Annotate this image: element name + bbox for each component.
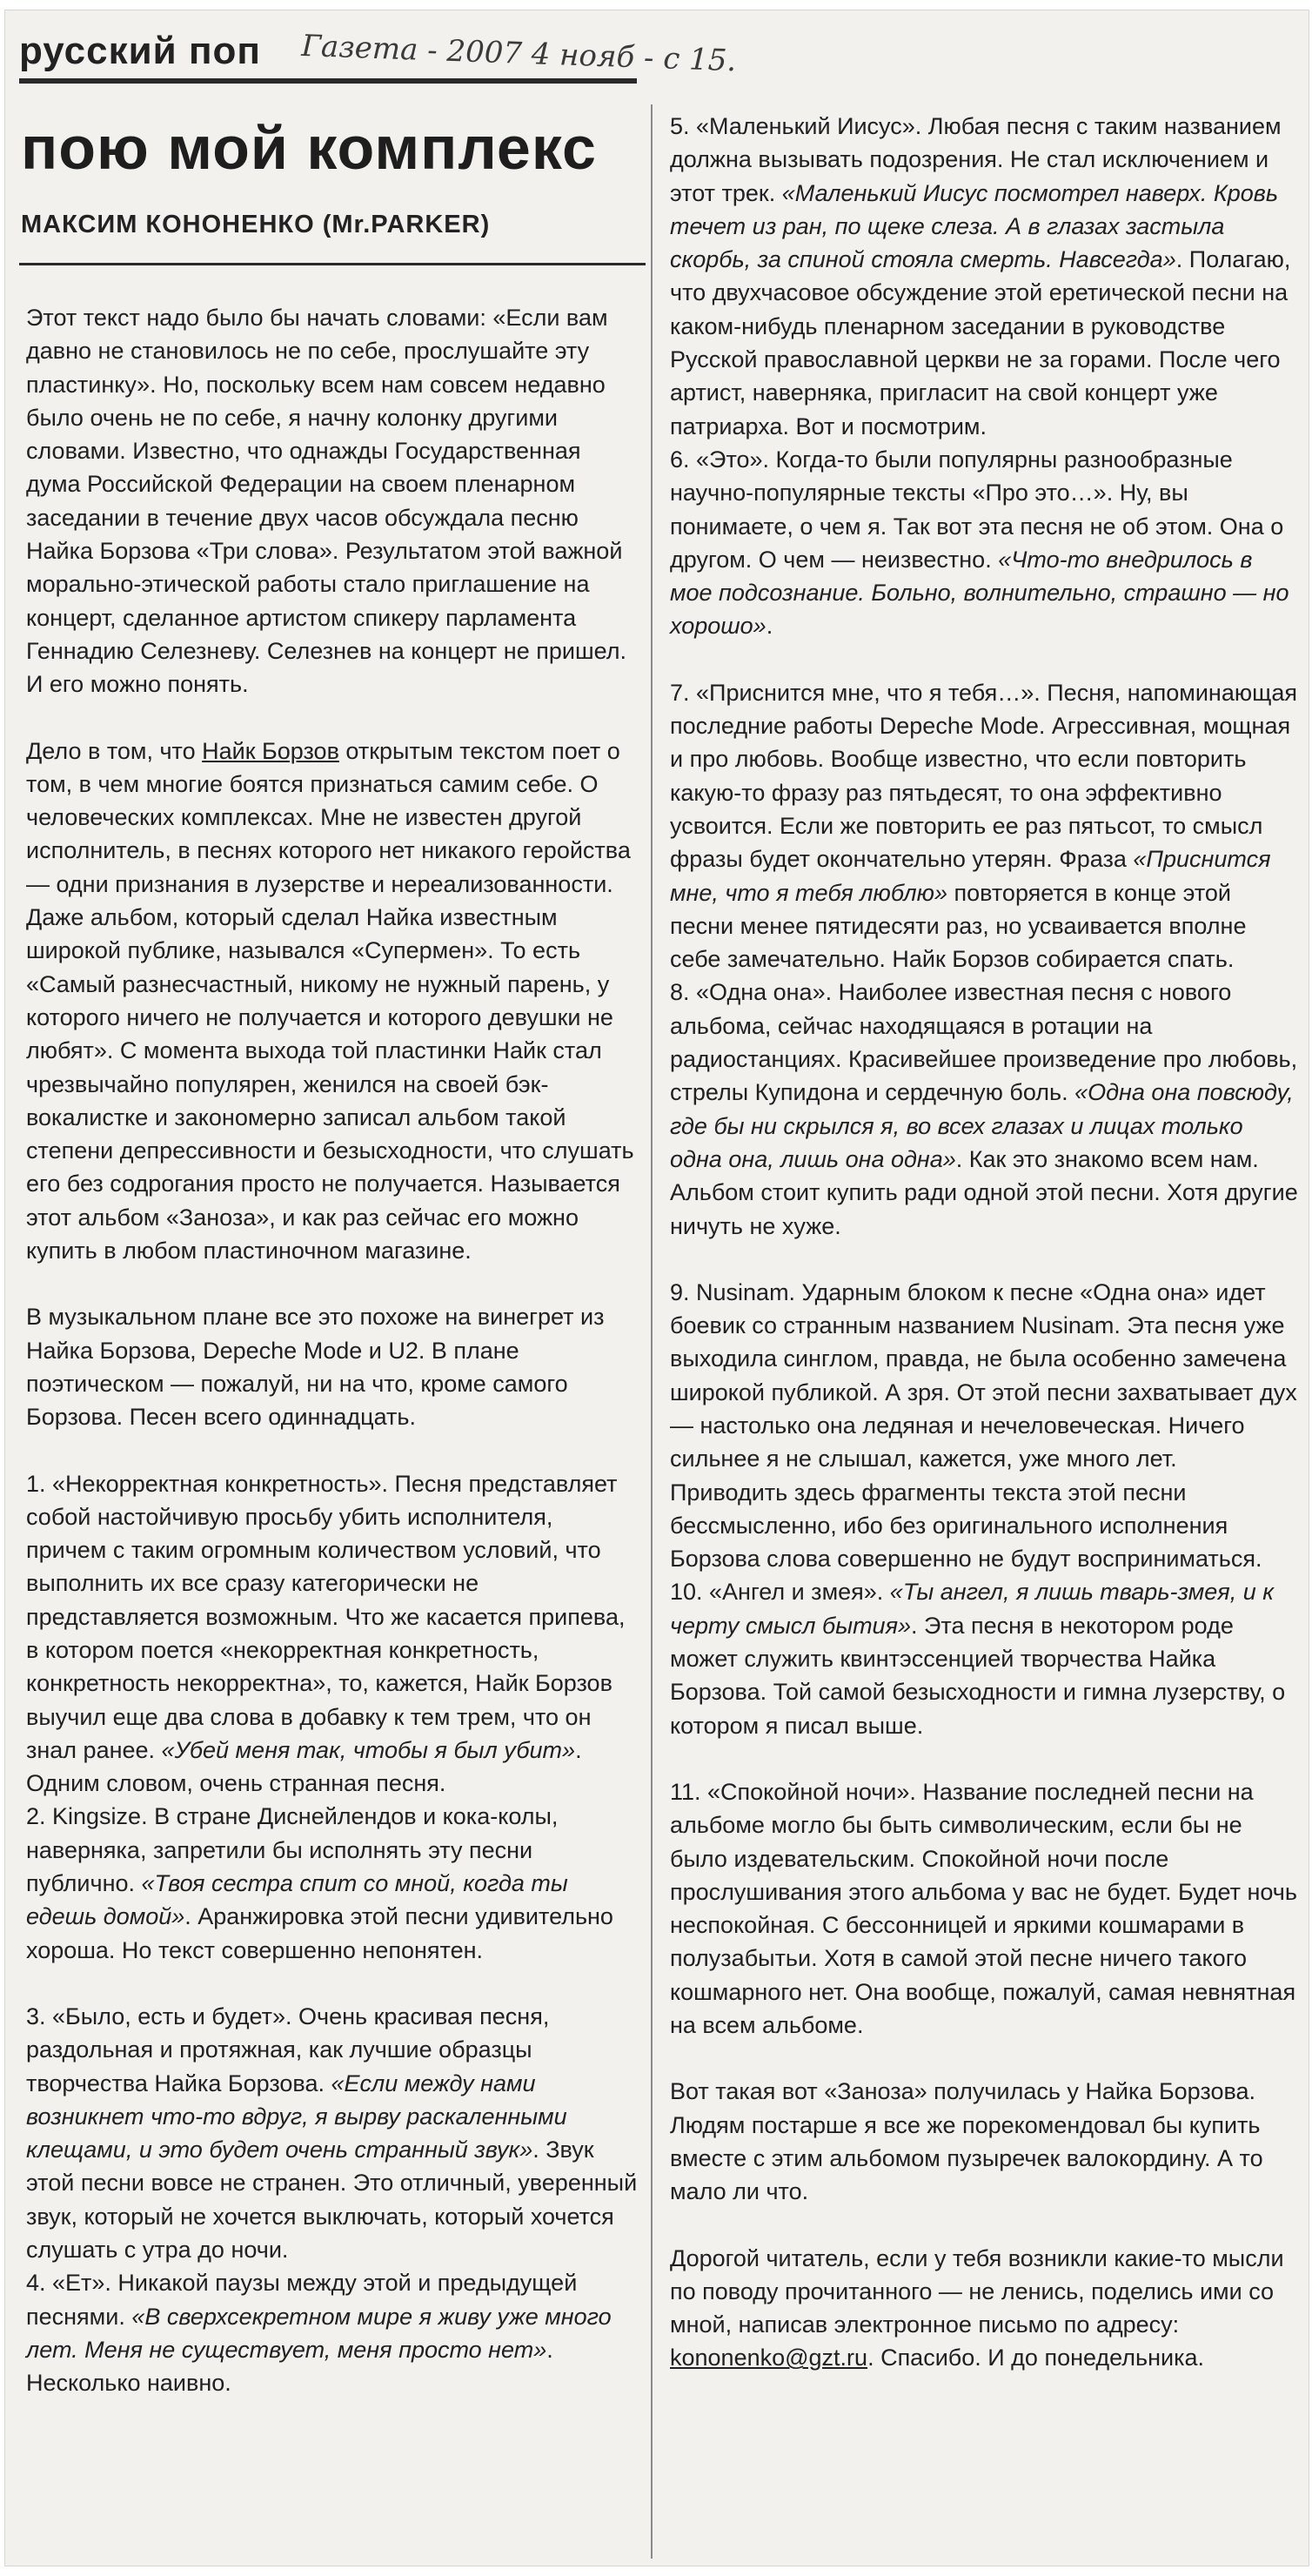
right-column (661, 103, 1303, 2566)
rubric-label: русский поп (19, 30, 261, 72)
text-span: 3. «Было, есть и будет». Очень красивая песня, раздольная и протяжная, как лучшие образцы творчества Найка Борзова. (26, 2002, 550, 2096)
paragraph-music-overview (26, 1300, 639, 1433)
text-span: повторяется в конце этой песни менее пятидесяти раз, но усваивается вполне себе замечательно. Найк Борзов собирается спать. (670, 879, 1247, 973)
left-column (9, 10, 737, 2566)
text-span: 9. Nusinam. Ударным блоком к песне «Одна она» идет боевик со странным названием Nusinam. Эта песня уже выходила синглом, правда, не была особенно замечена широкой публикой. А зря. От этой песни захватывает дух — настолько она ледяная и нечеловеческая. Ничего сильнее я не слышал, кажется, уже много лет. Приводить здесь фрагменты текста этой песни бессмысленно, ибо без оригинального исполнения Борзова слова совершенно не будут восприниматься. (670, 1278, 1297, 1573)
text-span: 6. «Это». Когда-то были популярны разнообразные научно-популярные тексты «Про это…». Ну, вы понимаете, о чем я. Так вот эта песня не об этом. Она о другом. О чем — неизвестно. (670, 446, 1284, 573)
paragraph-songs-1-2 (26, 1467, 639, 1967)
text-span: 1. «Некорректная конкретность». Песня представляет собой настойчивую просьбу убить исполнителя, причем с таким огромным количеством условий, что выполнить их все сразу категорически не представляется возможным. Что же касается припева, в котором поется «некорректная конкретность, конкретность некорректна», то, кажется, Найк Борзов выучил еще два слова в добавку к тем трем, что он знал ранее. (26, 1470, 626, 1763)
paragraph-song-11 (670, 1775, 1300, 2042)
text-span: . Несколько наивно. (26, 2336, 553, 2397)
text-span: 5. «Маленький Иисус». Любая песня с таким названием должна вызывать подозрения. Не стал исключением и этот трек. (670, 113, 1282, 206)
text-span: . Звук этой песни вовсе не странен. Это отличный, уверенный звук, который не хочется выключать, который хочется слушать с утра до ночи. (26, 2137, 638, 2264)
lyric-quote: «Одна она повсюду, где бы ни скрылся я, во всех глазах и лицах только одна она, лишь она одна» (670, 1079, 1294, 1172)
text-span: 7. «Приснится мне, что я тебя…». Песня, напоминающая последние работы Depeche Mode. Агрессивная, мощная и про любовь. Вообще известно, что если повторить какую-то фразу раз пятьдесят, то она эффективно усвоится. Если же повторить ее раз пятьсот, то смысл фразы будет окончательно утерян. Фраза (670, 679, 1297, 873)
lyric-quote: «Маленький Иисус посмотрел наверх. Кровь течет из ран, по щеке слеза. А в глазах застыла скорбь, за спиной стояла смерть. Навсегда» (670, 179, 1279, 273)
paragraph-conclusion (670, 2075, 1300, 2208)
text-span: Дорогой читатель, если у тебя возникли какие-то мысли по поводу прочитанного — не ленись, поделись ими со мной, написав электронное письмо по адресу: (670, 2244, 1284, 2338)
handwritten-note-glyphs (296, 24, 737, 120)
text-span: . Одним словом, очень странная песня. (26, 1736, 582, 1797)
lyric-quote: «Твоя сестра спит со мной, когда ты едешь домой» (26, 1870, 568, 1930)
lyric-quote: «Ты ангел, я лишь тварь-змея, и к черту смысл бытия» (670, 1579, 1274, 1639)
handwritten-note-text: Газета - 2007 4 нояб - с 15. (300, 28, 737, 79)
text-span: открытым текстом поет о том, в чем многие боятся признаться самим себе. О человеческих комплексах. Мне не известен другой исполнитель, в песнях которого нет никакого геройства — одни признания в лузерстве и нереализованности. Даже альбом, который сделал Найка известным широкой публике, назывался «Супермен». То есть «Самый разнесчастный, никому не нужный парень, у которого ничего не получается и которого девушки не любят». С момента выхода той пластинки Найк стал чрезвычайно популярен, женился на своей бэк-вокалистке и закономерно записал альбом такой степени депрессивности и безысходности, что слушать его без содрогания просто не получается. Называется этот альбом «Заноза», и как раз сейчас его можно купить в любом пластиночном магазине. (26, 737, 634, 1265)
text-span: 8. «Одна она». Наиболее известная песня с нового альбома, сейчас находящаяся в ротации на радиостанциях. Красивейшее произведение про любовь, стрелы Купидона и сердечную боль. (670, 979, 1298, 1106)
paragraph-conclusion-text: Вот такая вот «Заноза» получилась у Найка Борзова. Людям постарше я все же порекомендовал бы купить вместе с этим альбомом пузыречек валокордину. А то мало ли что. (670, 2078, 1263, 2205)
artist-name-underlined: Найк Борзов (202, 737, 339, 764)
text-span: . Как это знакомо всем нам. Альбом стоит купить ради одной этой песни. Хотя другие ничуть не хуже. (670, 1145, 1298, 1239)
paragraph-music-overview-text: В музыкальном плане все это похоже на винегрет из Найка Борзова, Depeche Mode и U2. В плане поэтическом — пожалуй, ни на что, кроме самого Борзова. Песен всего одиннадцать. (26, 1304, 605, 1431)
paragraph-songs-9-10 (670, 1276, 1300, 1742)
text-span: . Аранжировка этой песни удивительно хороша. Но текст совершенно непонятен. (26, 1903, 613, 1963)
paragraph-intro (26, 301, 639, 701)
text-span: . (766, 613, 773, 640)
right-column-text (670, 110, 1300, 2408)
text-span: . Полагаю, что двухчасовое обсуждение этой еретической песни на каком-нибудь пленарном заседании в руководстве Русской православной церкви не за горами. После чего артист, наверняка, пригласит на свой концерт уже патриарха. Вот и посмотрим. (670, 246, 1291, 439)
text-span: 10. «Ангел и змея». (670, 1579, 890, 1606)
byline-rule (19, 263, 646, 265)
lyric-quote: «В сверхсекретном мире я живу уже много лет. Меня не существует, меня просто нет» (26, 2303, 612, 2363)
text-span: . Спасибо. И до понедельника. (867, 2345, 1205, 2371)
left-column-text (26, 301, 639, 2433)
paragraph-songs-7-8 (670, 676, 1300, 1243)
lyric-quote: «Убей меня так, чтобы я был убит» (161, 1736, 576, 1763)
paragraph-song-11-text: 11. «Спокойной ночи». Название последней песни на альбоме могло бы быть символическим, если бы не было издевательским. Спокойной ночи после прослушивания этого альбома у вас не будет. Будет ночь неспокойная. С бессонницей и яркими кошмарами в полузабытьи. Хотя в самой этой песне ничего такого кошмарного нет. Она вообще, пожалуй, самая невнятная на всем альбоме. (670, 1778, 1297, 2039)
text-span: 2. Kingsize. В стране Диснейлендов и кока-колы, наверняка, запретили бы исполнять эту песни публично. (26, 1803, 559, 1897)
paragraph-reader-appeal (670, 2242, 1300, 2375)
handwritten-note (296, 24, 737, 120)
paragraph-songs-3-4 (26, 2000, 639, 2400)
rubric-rule (19, 78, 637, 84)
lyric-quote: «Что-то внедрилось в мое подсознание. Больно, волнительно, страшно — но хорошо» (670, 546, 1289, 640)
text-span: Дело в том, что (26, 737, 203, 764)
lyric-quote: «Приснится мне, что я тебя люблю» (670, 846, 1271, 906)
paragraph-complexes (26, 735, 639, 1268)
article-byline: МАКСИМ КОНОНЕНКО (Mr.PARKER) (21, 211, 491, 238)
column-divider (651, 104, 653, 2559)
lyric-quote: «Если между нами возникнет что-то вдруг, я вырву раскаленными клещами, и это будет очень странный звук» (26, 2070, 567, 2163)
text-span: . Эта песня в некотором роде может служить квинтэссенцией творчества Найка Борзова. Той самой безысходности и гимна лузерству, о котором я писал выше. (670, 1612, 1286, 1739)
paragraph-intro-text: Этот текст надо было бы начать словами: «Если вам давно не становилось не по себе, прослушайте эту пластинку». Но, поскольку всем нам совсем недавно было очень не по себе, я начну колонку другими словами. Известно, что однажды Государственная дума Российской Федерации на своем пленарном заседании в течение двух часов обсуждала песню Найка Борзова «Три слова». Результатом этой важной морально-этической работы стало приглашение на концерт, сделанное артистом спикеру парламента Геннадию Селезневу. Селезнев на концерт не пришел. И его можно понять. (26, 305, 626, 698)
text-span: 4. «Ет». Никакой паузы между этой и предыдущей песнями. (26, 2270, 578, 2330)
author-email-link[interactable]: kononenko@gzt.ru (670, 2345, 868, 2371)
paragraph-songs-5-6 (670, 110, 1300, 643)
article-headline: пою мой комплекс (21, 114, 597, 182)
